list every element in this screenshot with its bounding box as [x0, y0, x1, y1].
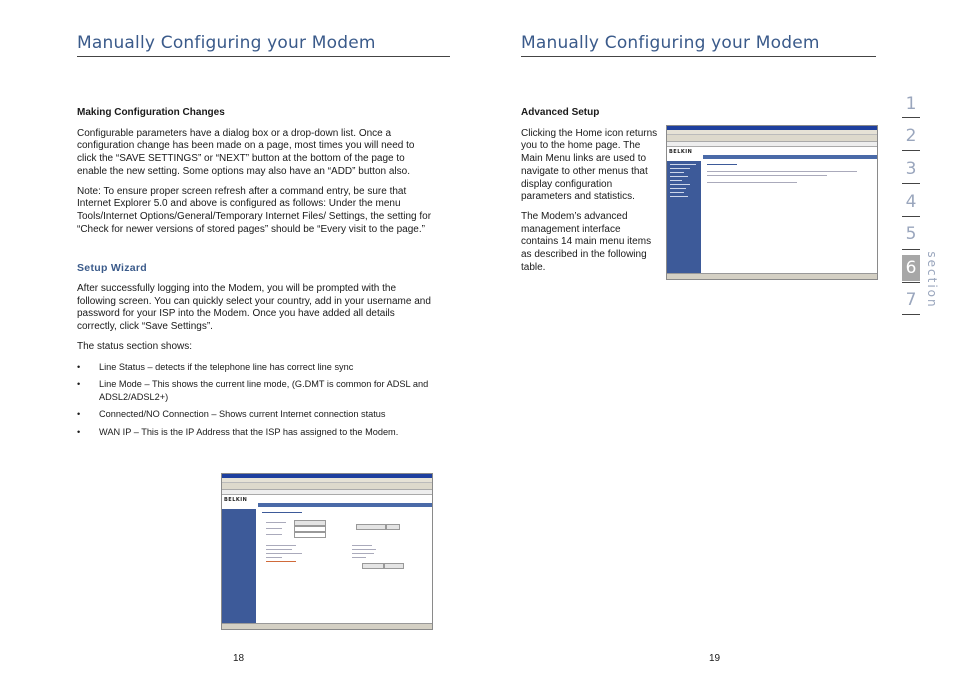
status-line	[266, 549, 292, 550]
left-title-rule	[77, 56, 450, 57]
password-field	[294, 532, 326, 538]
status-bullet-list	[77, 361, 432, 439]
para-home-icon: Clicking the Home icon returns you to the home page. The Main Menu links are used to navigate to other menus that display configuration parameters and statistics.	[521, 127, 658, 203]
save-settings-button	[362, 563, 384, 569]
para-note: Note: To ensure proper screen refresh after a command entry, be sure that Internet Explorer 5.0 and above is configured as follows: Under the menu Tools/Internet Options/General/Temporary Internet Files/ Settings, the setting for “Check for newer versions of stored pages” should be “Every visit to the page.”	[77, 185, 432, 235]
status-value-line	[352, 553, 374, 554]
status-value-line	[352, 545, 372, 546]
section-divider	[902, 216, 920, 217]
para-status-intro: The status section shows:	[77, 340, 193, 352]
cancel-button	[384, 563, 404, 569]
section-divider	[902, 282, 920, 283]
para-setup-wizard: After successfully logging into the Modem, you will be prompted with the following screen. You can quickly select your country, add in your username and password for your ISP into the Modem. Once you have added all details correctly, click “Save Settings”.	[77, 283, 431, 333]
section-label-text: section	[925, 251, 939, 309]
small-button	[386, 524, 400, 530]
content-text-line	[707, 182, 797, 183]
para-config-changes: Configurable parameters have a dialog box or a drop-down list. Once a configuration change has been made on a page, most times you will need to click the “SAVE SETTINGS” or “NEXT” button at the bottom of the page to enable the new setting. Some options may also have an “ADD” button also.	[77, 127, 415, 177]
status-value-line	[352, 557, 366, 558]
status-value-line	[352, 549, 376, 550]
heading-making-config-changes: Making Configuration Changes	[77, 107, 225, 118]
status-line-highlight	[266, 561, 296, 562]
left-body	[77, 107, 432, 443]
advanced-setup-screenshot	[666, 125, 878, 280]
menu-item-line	[670, 188, 686, 189]
section-1-link[interactable]: 1	[905, 94, 917, 114]
section-divider	[902, 150, 920, 151]
belkin-logo: BELKIN	[224, 497, 248, 503]
form-label-line	[266, 528, 282, 529]
page-heading-line	[707, 164, 737, 165]
router-header-band	[258, 503, 432, 507]
menu-item-line	[670, 184, 690, 185]
menu-item-line	[670, 192, 684, 193]
right-title-rule	[521, 56, 876, 57]
status-line	[266, 545, 296, 546]
menu-item-line	[670, 164, 696, 165]
status-line	[266, 557, 282, 558]
form-label-line	[266, 534, 282, 535]
page-heading-line	[262, 512, 302, 513]
router-sidebar	[222, 509, 256, 624]
section-label	[920, 250, 944, 310]
left-page-number: 18	[233, 653, 245, 664]
browser-status-bar	[222, 623, 432, 629]
menu-item-line	[670, 180, 682, 181]
menu-item-line	[670, 172, 684, 173]
heading-advanced-setup: Advanced Setup	[521, 107, 600, 118]
menu-item-line	[670, 168, 690, 169]
section-5-link[interactable]: 5	[905, 224, 917, 244]
status-line	[266, 553, 302, 554]
bullet-wan-ip: • WAN IP – This is the IP Address that the ISP has assigned to the Modem.	[77, 426, 432, 439]
content-text-line	[707, 175, 827, 176]
para-management-interface: The Modem’s advanced management interface contains 14 main menu items as described in the following table.	[521, 210, 652, 273]
menu-item-line	[670, 176, 688, 177]
heading-setup-wizard: Setup Wizard	[77, 262, 148, 275]
section-divider	[902, 314, 920, 315]
section-4-link[interactable]: 4	[905, 192, 917, 212]
section-6-link-active[interactable]: 6	[902, 255, 920, 281]
belkin-logo: BELKIN	[669, 149, 693, 155]
browser-toolbar	[222, 483, 432, 490]
router-page	[222, 495, 432, 624]
router-header-band	[703, 155, 877, 159]
bullet-line-status: • Line Status – detects if the telephone line has correct line sync	[77, 361, 432, 374]
select-button	[356, 524, 386, 530]
right-page-title: Manually Configuring your Modem	[521, 33, 820, 53]
router-sidebar	[667, 161, 701, 274]
form-label-line	[266, 522, 286, 523]
section-divider	[902, 183, 920, 184]
browser-status-bar	[667, 273, 877, 279]
section-3-link[interactable]: 3	[905, 159, 917, 179]
section-divider	[902, 249, 920, 250]
section-2-link[interactable]: 2	[905, 126, 917, 146]
browser-toolbar	[667, 135, 877, 142]
router-page	[667, 147, 877, 274]
setup-wizard-screenshot	[221, 473, 433, 630]
menu-item-line	[670, 196, 688, 197]
right-body	[521, 107, 659, 281]
section-divider	[902, 117, 920, 118]
left-page-title: Manually Configuring your Modem	[77, 33, 376, 53]
right-page-number: 19	[709, 653, 721, 664]
content-text-line	[707, 171, 857, 172]
section-7-link[interactable]: 7	[905, 290, 917, 310]
bullet-connection: • Connected/NO Connection – Shows current Internet connection status	[77, 408, 432, 421]
bullet-line-mode: • Line Mode – This shows the current line mode, (G.DMT is common for ADSL and ADSL2/ADSL2+)	[77, 378, 432, 403]
